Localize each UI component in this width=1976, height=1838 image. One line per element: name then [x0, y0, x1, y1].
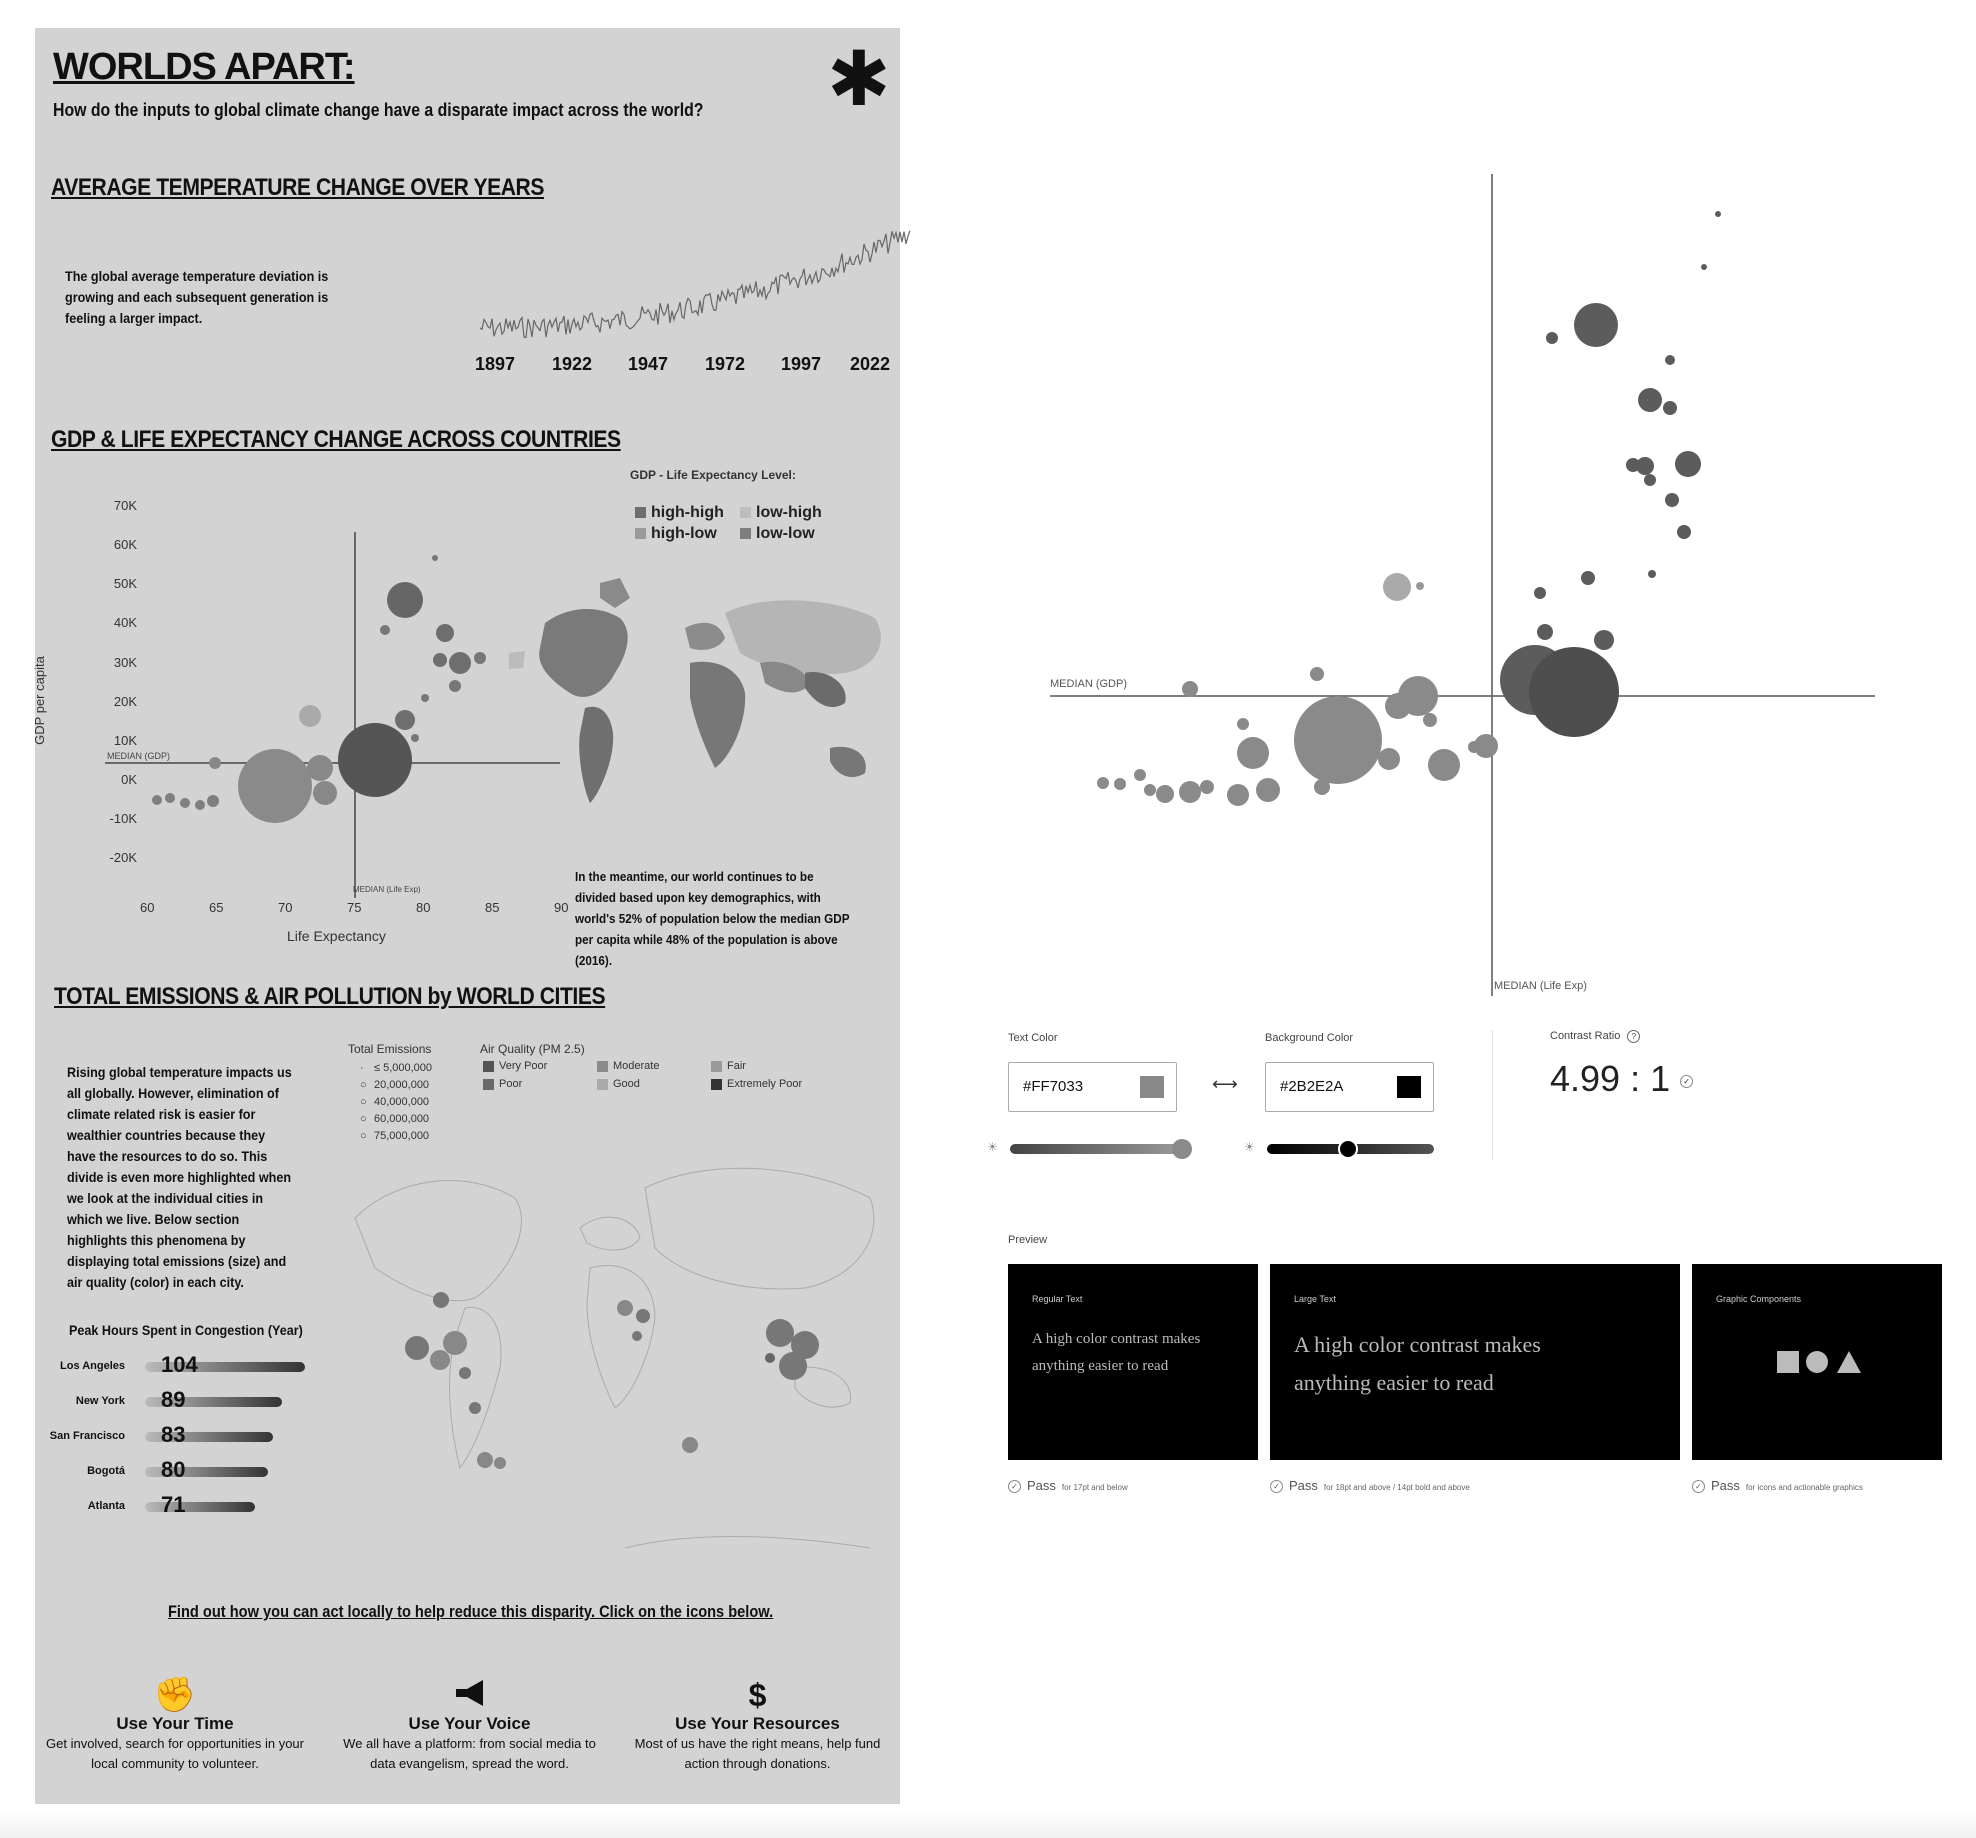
country-bubble — [1581, 571, 1595, 585]
brightness-icon: ☀ — [1244, 1140, 1255, 1154]
country-bubble — [1468, 741, 1480, 753]
megaphone-icon[interactable] — [337, 1676, 602, 1714]
country-bubble — [209, 757, 221, 769]
median-gdp-label: MEDIAN (GDP) — [107, 751, 170, 761]
cities-world-map — [325, 1108, 900, 1588]
city-bubble — [682, 1437, 698, 1453]
country-bubble — [1385, 693, 1411, 719]
country-bubble — [433, 653, 447, 667]
preview-large-text — [1270, 1264, 1680, 1460]
x-tick: 80 — [416, 900, 431, 915]
y-tick: -10K — [109, 811, 137, 826]
card-caption: Regular Text — [1032, 1294, 1083, 1304]
city-bubble — [405, 1336, 429, 1360]
y-tick: 10K — [113, 733, 137, 748]
congestion-chart — [35, 1354, 335, 1524]
divider — [1492, 1030, 1493, 1160]
country-bubble — [395, 710, 415, 730]
country-bubble — [180, 798, 190, 808]
action-desc: Most of us have the right means, help fund action through donations. — [634, 1736, 881, 1771]
country-bubble — [1144, 784, 1156, 796]
city-bubble — [477, 1452, 493, 1468]
text-color-label: Text Color — [1008, 1032, 1058, 1044]
brightness-icon: ☀ — [987, 1140, 998, 1154]
bg-color-swatch[interactable] — [1397, 1076, 1421, 1098]
text-brightness-slider[interactable] — [1010, 1144, 1180, 1154]
air-legend-item: Fair — [711, 1060, 746, 1072]
country-bubble — [238, 749, 312, 823]
preview-label: Preview — [1008, 1234, 1048, 1246]
country-bubble — [387, 582, 423, 618]
pass-graphic: ✓ Pass for icons and actionable graphics — [1692, 1478, 1863, 1493]
card-caption: Graphic Components — [1716, 1294, 1802, 1304]
city-bubble — [469, 1402, 481, 1414]
dashboard-panel — [31, 28, 900, 1804]
country-bubble — [1179, 781, 1201, 803]
action-title[interactable]: Use Your Time — [116, 1714, 234, 1733]
air-legend-item: Good — [597, 1078, 640, 1090]
year-tick: 1897 — [475, 354, 516, 374]
action-heading[interactable]: Find out how you can act locally to help reduce this disparity. Click on the icons below. — [168, 1602, 774, 1621]
country-bubble — [1416, 582, 1424, 590]
text-color-swatch[interactable] — [1140, 1076, 1164, 1098]
congestion-city: New York — [75, 1395, 125, 1407]
asterisk-icon[interactable]: ✱ — [827, 37, 891, 122]
year-tick: 1997 — [781, 354, 822, 374]
country-bubble — [1626, 458, 1640, 472]
air-legend-item: Extremely Poor — [711, 1078, 802, 1090]
preview-graphic-components — [1692, 1264, 1942, 1460]
bg-color-input[interactable] — [1265, 1062, 1434, 1112]
country-bubble — [1134, 769, 1146, 781]
country-bubble — [1677, 525, 1691, 539]
city-bubble — [433, 1292, 449, 1308]
legend-item: low-high — [740, 504, 822, 522]
gdp-x-label: Life Expectancy — [287, 928, 386, 944]
y-tick: 50K — [113, 576, 137, 591]
country-bubble — [1701, 264, 1707, 270]
action-desc: We all have a platform: from social media to data evangelism, spread the word. — [343, 1736, 596, 1771]
country-bubble — [1200, 780, 1214, 794]
pass-regular: ✓ Pass for 17pt and below — [1008, 1478, 1128, 1493]
country-bubble — [1537, 624, 1553, 640]
city-bubble — [632, 1331, 642, 1341]
dollar-icon[interactable]: $ — [748, 1677, 767, 1713]
y-tick: 60K — [113, 537, 137, 552]
country-bubble — [1663, 401, 1677, 415]
gdp-y-label: GDP per capita — [31, 656, 47, 745]
city-bubble — [494, 1457, 506, 1469]
city-bubble — [617, 1300, 633, 1316]
country-bubble — [1534, 587, 1546, 599]
temp-section-text: The global average temperature deviation is growing and each subsequent generation is feeling a larger impact. — [65, 268, 329, 326]
country-bubble — [313, 781, 337, 805]
congestion-city: Los Angeles — [60, 1360, 125, 1372]
gdp-world-map — [505, 573, 900, 833]
congestion-city: Bogotá — [87, 1465, 125, 1477]
dashboard-title: WORLDS APART: — [53, 46, 355, 88]
city-bubble — [766, 1319, 794, 1347]
emissions-size-item: ○ 75,000,000 — [360, 1130, 430, 1142]
large-bubble-scatter — [1040, 170, 1880, 1000]
country-bubble — [207, 795, 219, 807]
swap-colors-icon[interactable]: ⟷ — [1212, 1074, 1238, 1094]
congestion-row — [35, 1494, 335, 1520]
year-tick: 1972 — [705, 354, 746, 374]
dashboard-subtitle: How do the inputs to global climate change have a disparate impact across the world? — [53, 100, 704, 120]
card-sample: A high color contrast makes anything easier to read — [1032, 1331, 1201, 1374]
legend-item: high-low — [635, 525, 717, 543]
bg-color-label: Background Color — [1265, 1032, 1354, 1044]
bg-brightness-knob[interactable] — [1338, 1139, 1358, 1159]
country-bubble — [421, 694, 429, 702]
action-time[interactable] — [45, 1676, 305, 1774]
country-bubble — [1648, 570, 1656, 578]
action-title[interactable]: Use Your Resources — [675, 1714, 840, 1733]
country-bubble — [1594, 630, 1614, 650]
country-bubble — [1314, 779, 1330, 795]
y-tick: 20K — [113, 694, 137, 709]
country-bubble — [1237, 737, 1269, 769]
country-bubble — [1182, 681, 1198, 697]
congestion-row — [35, 1424, 335, 1450]
shapes-icon — [1775, 1348, 1865, 1376]
country-bubble — [1644, 474, 1656, 486]
check-icon: ✓ — [1008, 1480, 1021, 1493]
x-tick: 75 — [347, 900, 362, 915]
year-tick: 1947 — [628, 354, 669, 374]
emissions-section-heading: TOTAL EMISSIONS & AIR POLLUTION by WORLD CITIES — [54, 983, 606, 1010]
info-icon[interactable]: ? — [1627, 1030, 1640, 1043]
gdp-x-ticks — [140, 900, 610, 920]
x-tick: 85 — [485, 900, 500, 915]
check-icon: ✓ — [1680, 1075, 1693, 1088]
emissions-size-item: ○ 60,000,000 — [360, 1113, 430, 1125]
temp-year-axis — [475, 354, 945, 378]
air-legend-item: Moderate — [597, 1060, 659, 1072]
bottom-fade — [0, 1812, 1976, 1838]
country-bubble — [152, 795, 162, 805]
legend-item: low-low — [740, 525, 815, 543]
year-tick: 2022 — [850, 354, 891, 374]
card-caption: Large Text — [1294, 1294, 1336, 1304]
country-bubble — [449, 652, 471, 674]
x-tick: 60 — [140, 900, 155, 915]
action-resources[interactable] — [625, 1676, 890, 1774]
city-bubble — [765, 1353, 775, 1363]
y-tick: 0K — [121, 772, 137, 787]
temp-section-heading: AVERAGE TEMPERATURE CHANGE OVER YEARS — [51, 174, 545, 201]
country-bubble — [1237, 718, 1249, 730]
country-bubble — [1546, 332, 1558, 344]
median-life-label: MEDIAN (Life Exp) — [353, 885, 421, 894]
congestion-value: 104 — [161, 1352, 198, 1377]
emissions-section-text: Rising global temperature impacts us all globally. However, elimination of climate related risk is easier for wealthier countries because they have the resources to do so. This divide is even more highlighted when we look at the individual cities in which we live. Below section highlights this phenomena by displaying total emissions (size) and air quality (color) in each city. — [67, 1064, 292, 1290]
air-legend-item: Poor — [483, 1078, 522, 1090]
country-bubble — [299, 705, 321, 727]
country-bubble — [1114, 778, 1126, 790]
y-tick: 40K — [113, 615, 137, 630]
emissions-legend-title: Total Emissions — [348, 1042, 432, 1056]
contrast-ratio-label: Contrast Ratio ? — [1550, 1030, 1640, 1043]
action-title[interactable]: Use Your Voice — [408, 1714, 531, 1733]
country-bubble — [411, 734, 419, 742]
country-bubble — [1378, 748, 1400, 770]
action-voice[interactable] — [337, 1676, 602, 1774]
country-bubble — [1428, 749, 1460, 781]
country-bubble — [195, 800, 205, 810]
emissions-size-item: ○ 20,000,000 — [360, 1079, 430, 1091]
x-tick: 65 — [209, 900, 224, 915]
congestion-row — [35, 1354, 335, 1380]
x-tick: 70 — [278, 900, 293, 915]
emissions-size-item: ○ 40,000,000 — [360, 1096, 430, 1108]
country-bubble — [1423, 713, 1437, 727]
check-icon: ✓ — [1692, 1480, 1705, 1493]
congestion-value: 83 — [161, 1422, 186, 1447]
country-bubble — [1356, 735, 1370, 749]
country-bubble — [432, 555, 438, 561]
city-bubble — [459, 1367, 471, 1379]
gdp-section-heading: GDP & LIFE EXPECTANCY CHANGE ACROSS COUNTRIES — [51, 426, 621, 453]
country-bubble — [380, 625, 390, 635]
country-bubble — [1097, 777, 1109, 789]
gdp-legend-title: GDP - Life Expectancy Level: — [630, 468, 796, 482]
median-gdp-label-large: MEDIAN (GDP) — [1050, 678, 1127, 690]
country-bubble — [1529, 647, 1619, 737]
country-bubble — [474, 652, 486, 664]
text-color-input[interactable] — [1008, 1062, 1177, 1112]
congestion-city: Atlanta — [87, 1500, 125, 1512]
gdp-note: In the meantime, our world continues to be divided based upon key demographics, with world's 52% of population below the median GDP per capita while 48% of the population is above (2016). — [575, 869, 850, 968]
legend-item: high-high — [635, 504, 724, 522]
action-desc: Get involved, search for opportunities in your local community to volunteer. — [46, 1736, 304, 1771]
country-bubble — [1665, 355, 1675, 365]
congestion-row — [35, 1389, 335, 1415]
bg-color-value[interactable]: #2B2E2A — [1280, 1078, 1344, 1095]
emissions-size-item: · ≤ 5,000,000 — [360, 1062, 433, 1074]
country-bubble — [338, 723, 412, 797]
country-bubble — [449, 680, 461, 692]
median-life-label-large: MEDIAN (Life Exp) — [1494, 980, 1587, 992]
preview-regular-text — [1008, 1264, 1258, 1460]
country-bubble — [1156, 785, 1174, 803]
temperature-sparkline — [445, 198, 920, 378]
country-bubble — [1715, 211, 1721, 217]
congestion-city: San Francisco — [49, 1430, 125, 1442]
congestion-row — [35, 1459, 335, 1485]
congestion-value: 89 — [161, 1387, 186, 1412]
congestion-value: 71 — [161, 1492, 186, 1517]
city-bubble — [779, 1352, 807, 1380]
country-bubble — [1383, 573, 1411, 601]
text-color-value[interactable]: #FF7033 — [1023, 1078, 1084, 1095]
y-tick: 30K — [113, 655, 137, 670]
card-sample: A high color contrast makes anything easier to read — [1294, 1332, 1541, 1395]
year-tick: 1922 — [552, 354, 593, 374]
air-legend-title: Air Quality (PM 2.5) — [480, 1042, 585, 1056]
city-bubble — [443, 1331, 467, 1355]
y-tick: 70K — [113, 498, 137, 513]
country-bubble — [1665, 493, 1679, 507]
country-bubble — [1574, 303, 1618, 347]
country-bubble — [307, 755, 333, 781]
country-bubble — [436, 624, 454, 642]
air-legend-item: Very Poor — [483, 1060, 547, 1072]
text-brightness-knob[interactable] — [1172, 1139, 1192, 1159]
congestion-value: 80 — [161, 1457, 186, 1482]
country-bubble — [1310, 667, 1324, 681]
city-bubble — [430, 1350, 450, 1370]
country-bubble — [1638, 388, 1662, 412]
contrast-ratio-value: 4.99 : 1 ✓ — [1550, 1058, 1699, 1100]
country-bubble — [1675, 451, 1701, 477]
country-bubble — [1256, 778, 1280, 802]
raised-fist-icon[interactable]: ✊ — [153, 1676, 197, 1714]
x-tick: 90 — [554, 900, 569, 915]
y-tick: -20K — [109, 850, 137, 865]
pass-large: ✓ Pass for 18pt and above / 14pt bold and above — [1270, 1478, 1470, 1493]
country-bubble — [1227, 784, 1249, 806]
check-icon: ✓ — [1270, 1480, 1283, 1493]
country-bubble — [165, 793, 175, 803]
congestion-title: Peak Hours Spent in Congestion (Year) — [69, 1322, 303, 1338]
city-bubble — [636, 1309, 650, 1323]
